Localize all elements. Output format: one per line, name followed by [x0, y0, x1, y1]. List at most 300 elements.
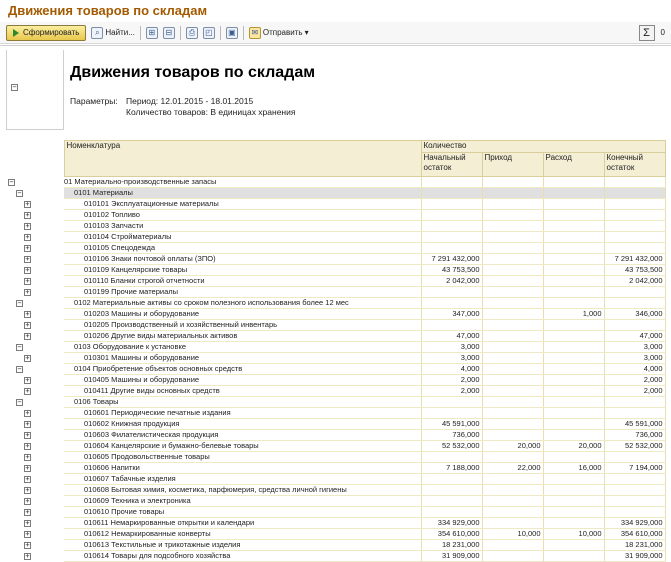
expand-row-toggle[interactable]: +	[25, 221, 30, 230]
row-end-cell: 3,000	[604, 342, 665, 353]
table-row[interactable]	[6, 177, 665, 188]
row-expense-cell	[543, 342, 604, 353]
expand-row-toggle[interactable]: +	[25, 518, 30, 527]
row-expense-cell	[543, 298, 604, 309]
column-header-start: Начальный остаток	[421, 153, 482, 177]
row-expense-cell	[543, 221, 604, 232]
window-title: Движения товаров по складам	[8, 3, 208, 18]
print-icon[interactable]: ⎙	[186, 27, 198, 39]
table-row[interactable]	[6, 397, 665, 408]
row-start-cell: 18 231,000	[421, 540, 482, 551]
row-name-cell: 010203 Машины и оборудование	[64, 309, 421, 320]
row-name-cell: 010604 Канцелярские и бумажно-белевые товары	[64, 441, 421, 452]
expand-row-toggle[interactable]: +	[25, 287, 30, 296]
row-toggle-cell	[6, 287, 64, 298]
row-toggle-cell	[6, 254, 64, 265]
params-label: Параметры:	[70, 96, 118, 106]
row-start-cell	[421, 507, 482, 518]
table-row[interactable]	[6, 232, 665, 243]
row-toggle-cell	[6, 474, 64, 485]
row-expense-cell	[543, 177, 604, 188]
row-start-cell: 2,000	[421, 375, 482, 386]
row-income-cell	[482, 540, 543, 551]
table-row[interactable]	[6, 408, 665, 419]
column-header-nomenclature: Номенклатура	[64, 141, 421, 177]
row-income-cell	[482, 221, 543, 232]
table-row[interactable]	[6, 496, 665, 507]
row-toggle-cell	[6, 408, 64, 419]
row-toggle-cell	[6, 551, 64, 562]
table-row[interactable]	[6, 254, 665, 265]
toolbar-separator	[180, 26, 181, 40]
row-expense-cell: 16,000	[543, 463, 604, 474]
row-expense-cell	[543, 320, 604, 331]
row-name-cell: 010205 Производственный и хозяйственный инвентарь	[64, 320, 421, 331]
expand-row-toggle[interactable]: +	[25, 276, 30, 285]
row-start-cell	[421, 474, 482, 485]
row-start-cell: 43 753,500	[421, 265, 482, 276]
row-income-cell	[482, 419, 543, 430]
row-toggle-cell	[6, 496, 64, 507]
row-toggle-cell	[6, 507, 64, 518]
row-income-cell: 20,000	[482, 441, 543, 452]
expand-row-toggle[interactable]: +	[25, 529, 30, 538]
row-start-cell: 736,000	[421, 430, 482, 441]
row-toggle-cell	[6, 397, 64, 408]
row-expense-cell: 1,000	[543, 309, 604, 320]
table-row[interactable]	[6, 452, 665, 463]
row-start-cell: 2 042,000	[421, 276, 482, 287]
table-row[interactable]	[6, 331, 665, 342]
table-row[interactable]	[6, 386, 665, 397]
row-name-cell: 010104 Стройматериалы	[64, 232, 421, 243]
table-row[interactable]	[6, 419, 665, 430]
row-name-cell: 010103 Запчасти	[64, 221, 421, 232]
row-toggle-cell	[6, 485, 64, 496]
row-toggle-cell	[6, 320, 64, 331]
expand-row-toggle[interactable]: +	[25, 210, 30, 219]
row-name-cell: 01 Материально-производственные запасы	[64, 177, 421, 188]
row-toggle-cell	[6, 331, 64, 342]
report-table	[6, 140, 666, 562]
row-name-cell: 010609 Техника и электроника	[64, 496, 421, 507]
row-end-cell	[604, 199, 665, 210]
row-end-cell: 736,000	[604, 430, 665, 441]
collapse-row-toggle[interactable]: −	[17, 342, 22, 351]
expand-row-toggle[interactable]: +	[25, 320, 30, 329]
row-income-cell	[482, 364, 543, 375]
table-row[interactable]	[6, 188, 665, 199]
collapse-groups-icon[interactable]: ⊟	[163, 27, 175, 39]
row-expense-cell	[543, 485, 604, 496]
row-end-cell: 346,000	[604, 309, 665, 320]
table-row[interactable]	[6, 441, 665, 452]
row-toggle-cell	[6, 518, 64, 529]
row-toggle-cell	[6, 177, 64, 188]
row-income-cell	[482, 199, 543, 210]
expand-row-toggle[interactable]: +	[25, 452, 30, 461]
expand-row-toggle[interactable]: +	[25, 254, 30, 263]
toolbar	[0, 22, 671, 44]
row-name-cell: 0103 Оборудование к установке	[64, 342, 421, 353]
row-toggle-cell	[6, 309, 64, 320]
row-start-cell: 52 532,000	[421, 441, 482, 452]
row-expense-cell	[543, 518, 604, 529]
table-row[interactable]	[6, 474, 665, 485]
table-row[interactable]	[6, 507, 665, 518]
sum-value: 0	[660, 28, 665, 37]
row-start-cell: 7 188,000	[421, 463, 482, 474]
row-income-cell	[482, 507, 543, 518]
row-toggle-cell	[6, 529, 64, 540]
expand-row-toggle[interactable]: +	[25, 463, 30, 472]
row-toggle-cell	[6, 419, 64, 430]
row-end-cell: 7 194,000	[604, 463, 665, 474]
row-income-cell	[482, 408, 543, 419]
expand-row-toggle[interactable]: +	[25, 309, 30, 318]
row-toggle-cell	[6, 276, 64, 287]
row-expense-cell	[543, 232, 604, 243]
row-name-cell: 0102 Материальные активы со сроком полезного использования более 12 мес	[64, 298, 421, 309]
row-name-cell: 010603 Филателистическая продукция	[64, 430, 421, 441]
generate-label: Сформировать	[23, 28, 80, 37]
row-start-cell: 3,000	[421, 353, 482, 364]
expand-row-toggle[interactable]: +	[25, 551, 30, 560]
row-start-cell	[421, 298, 482, 309]
collapse-row-toggle[interactable]: −	[17, 298, 22, 307]
row-start-cell	[421, 188, 482, 199]
row-expense-cell	[543, 331, 604, 342]
row-toggle-cell	[6, 386, 64, 397]
row-name-cell: 010614 Товары для подсобного хозяйства	[64, 551, 421, 562]
row-income-cell	[482, 287, 543, 298]
row-toggle-cell	[6, 188, 64, 199]
table-row[interactable]	[6, 298, 665, 309]
expand-row-toggle[interactable]: +	[25, 540, 30, 549]
row-expense-cell	[543, 199, 604, 210]
row-name-cell: 010411 Другие виды основных средств	[64, 386, 421, 397]
search-icon: ⌕	[91, 27, 103, 39]
row-expense-cell	[543, 540, 604, 551]
row-end-cell: 45 591,000	[604, 419, 665, 430]
expand-row-toggle[interactable]: +	[25, 331, 30, 340]
row-income-cell	[482, 210, 543, 221]
row-start-cell: 4,000	[421, 364, 482, 375]
row-name-cell: 010199 Прочие материалы	[64, 287, 421, 298]
sum-icon[interactable]: Σ	[639, 25, 655, 41]
report-area	[0, 45, 671, 561]
window-titlebar	[0, 0, 671, 22]
table-row[interactable]	[6, 463, 665, 474]
row-toggle-cell	[6, 441, 64, 452]
expand-row-toggle[interactable]: +	[25, 441, 30, 450]
row-toggle-cell	[6, 342, 64, 353]
row-name-cell: 010301 Машины и оборудование	[64, 353, 421, 364]
row-income-cell: 22,000	[482, 463, 543, 474]
row-start-cell: 45 591,000	[421, 419, 482, 430]
row-end-cell: 7 291 432,000	[604, 254, 665, 265]
save-icon[interactable]: ▣	[226, 27, 238, 39]
row-income-cell	[482, 276, 543, 287]
preview-icon[interactable]: ◰	[203, 27, 215, 39]
row-income-cell	[482, 243, 543, 254]
envelope-icon: ✉	[249, 27, 261, 39]
period-text: Период: 12.01.2015 - 18.01.2015	[126, 96, 254, 106]
table-row[interactable]	[6, 485, 665, 496]
find-button[interactable]	[91, 27, 135, 39]
collapse-header-toggle[interactable]: −	[12, 83, 17, 91]
row-name-cell: 0106 Товары	[64, 397, 421, 408]
row-income-cell	[482, 342, 543, 353]
table-header-row	[6, 141, 665, 153]
toolbar-right	[639, 25, 665, 41]
table-row[interactable]	[6, 375, 665, 386]
row-start-cell: 47,000	[421, 331, 482, 342]
table-row[interactable]	[6, 430, 665, 441]
expand-row-toggle[interactable]: +	[25, 386, 30, 395]
table-row[interactable]	[6, 540, 665, 551]
row-toggle-cell	[6, 265, 64, 276]
row-toggle-cell	[6, 364, 64, 375]
table-row[interactable]	[6, 529, 665, 540]
row-expense-cell: 20,000	[543, 441, 604, 452]
row-name-cell: 010105 Спецодежда	[64, 243, 421, 254]
row-start-cell	[421, 397, 482, 408]
table-row[interactable]	[6, 265, 665, 276]
expand-row-toggle[interactable]: +	[25, 265, 30, 274]
row-name-cell: 010206 Другие виды материальных активов	[64, 331, 421, 342]
column-header-income: Приход	[482, 153, 543, 177]
row-income-cell	[482, 254, 543, 265]
row-name-cell: 0101 Материалы	[64, 188, 421, 199]
row-end-cell	[604, 177, 665, 188]
row-start-cell	[421, 320, 482, 331]
row-end-cell	[604, 298, 665, 309]
table-row[interactable]	[6, 210, 665, 221]
row-end-cell: 354 610,000	[604, 529, 665, 540]
row-expense-cell: 10,000	[543, 529, 604, 540]
row-income-cell	[482, 452, 543, 463]
row-income-cell	[482, 386, 543, 397]
table-row[interactable]	[6, 221, 665, 232]
row-income-cell: 10,000	[482, 529, 543, 540]
toolbar-separator	[243, 26, 244, 40]
row-end-cell	[604, 474, 665, 485]
row-start-cell	[421, 287, 482, 298]
row-expense-cell	[543, 452, 604, 463]
table-row[interactable]	[6, 199, 665, 210]
row-name-cell: 010613 Текстильные и трикотажные изделия	[64, 540, 421, 551]
expand-row-toggle[interactable]: +	[25, 419, 30, 428]
row-expense-cell	[543, 551, 604, 562]
expand-row-toggle[interactable]: +	[25, 485, 30, 494]
row-end-cell	[604, 485, 665, 496]
row-income-cell	[482, 177, 543, 188]
row-end-cell	[604, 243, 665, 254]
row-expense-cell	[543, 265, 604, 276]
expand-row-toggle[interactable]: +	[25, 232, 30, 241]
report-title: Движения товаров по складам	[70, 64, 316, 81]
row-end-cell: 47,000	[604, 331, 665, 342]
row-name-cell: 010109 Канцелярские товары	[64, 265, 421, 276]
row-name-cell: 010106 Знаки почтовой оплаты (ЗПО)	[64, 254, 421, 265]
row-end-cell: 2,000	[604, 375, 665, 386]
row-toggle-cell	[6, 540, 64, 551]
row-income-cell	[482, 518, 543, 529]
toolbar-separator	[220, 26, 221, 40]
row-toggle-cell	[6, 430, 64, 441]
row-expense-cell	[543, 507, 604, 518]
row-end-cell: 31 909,000	[604, 551, 665, 562]
table-body	[6, 177, 665, 562]
row-income-cell	[482, 309, 543, 320]
column-header-end: Конечный остаток	[604, 153, 665, 177]
row-toggle-cell	[6, 232, 64, 243]
row-toggle-cell	[6, 243, 64, 254]
row-name-cell: 010607 Табачные изделия	[64, 474, 421, 485]
expand-row-toggle[interactable]: +	[25, 496, 30, 505]
expand-row-toggle[interactable]: +	[25, 353, 30, 362]
row-name-cell: 010612 Немаркированные конверты	[64, 529, 421, 540]
row-end-cell	[604, 320, 665, 331]
table-row[interactable]	[6, 243, 665, 254]
row-end-cell: 2,000	[604, 386, 665, 397]
row-name-cell: 010102 Топливо	[64, 210, 421, 221]
row-toggle-cell	[6, 199, 64, 210]
expand-row-toggle[interactable]: +	[25, 375, 30, 384]
send-label: Отправить	[262, 28, 303, 37]
row-end-cell	[604, 496, 665, 507]
row-expense-cell	[543, 210, 604, 221]
row-start-cell	[421, 243, 482, 254]
row-toggle-cell	[6, 298, 64, 309]
quantity-text: Количество товаров: В единицах хранения	[126, 107, 296, 117]
row-start-cell	[421, 452, 482, 463]
row-income-cell	[482, 320, 543, 331]
row-name-cell: 010611 Немаркированные открытки и календари	[64, 518, 421, 529]
table-row[interactable]	[6, 551, 665, 562]
expand-row-toggle[interactable]: +	[25, 430, 30, 439]
row-income-cell	[482, 485, 543, 496]
row-start-cell	[421, 199, 482, 210]
row-end-cell: 18 231,000	[604, 540, 665, 551]
row-end-cell	[604, 507, 665, 518]
table-row[interactable]	[6, 518, 665, 529]
expand-row-toggle[interactable]: +	[25, 243, 30, 252]
row-income-cell	[482, 331, 543, 342]
table-row[interactable]	[6, 342, 665, 353]
expand-row-toggle[interactable]: +	[25, 474, 30, 483]
row-name-cell: 010405 Машины и оборудование	[64, 375, 421, 386]
row-end-cell: 4,000	[604, 364, 665, 375]
row-expense-cell	[543, 375, 604, 386]
row-income-cell	[482, 188, 543, 199]
row-end-cell	[604, 452, 665, 463]
table-row[interactable]	[6, 364, 665, 375]
row-toggle-cell	[6, 210, 64, 221]
row-income-cell	[482, 551, 543, 562]
table-row[interactable]	[6, 276, 665, 287]
collapse-row-toggle[interactable]: −	[9, 177, 14, 186]
row-name-cell: 010601 Периодические печатные издания	[64, 408, 421, 419]
collapse-row-toggle[interactable]: −	[17, 397, 22, 406]
row-toggle-cell	[6, 221, 64, 232]
row-start-cell: 7 291 432,000	[421, 254, 482, 265]
row-end-cell: 334 929,000	[604, 518, 665, 529]
row-name-cell: 010602 Книжная продукция	[64, 419, 421, 430]
column-header-expense: Расход	[543, 153, 604, 177]
table-row[interactable]	[6, 353, 665, 364]
row-expense-cell	[543, 243, 604, 254]
row-end-cell	[604, 287, 665, 298]
row-start-cell	[421, 221, 482, 232]
row-expense-cell	[543, 364, 604, 375]
row-end-cell	[604, 221, 665, 232]
row-end-cell	[604, 397, 665, 408]
row-start-cell: 354 610,000	[421, 529, 482, 540]
row-expense-cell	[543, 287, 604, 298]
table-row[interactable]	[6, 320, 665, 331]
row-name-cell: 010101 Эксплуатационные материалы	[64, 199, 421, 210]
row-expense-cell	[543, 188, 604, 199]
generate-button[interactable]	[6, 25, 86, 41]
row-start-cell: 347,000	[421, 309, 482, 320]
row-expense-cell	[543, 430, 604, 441]
row-start-cell	[421, 496, 482, 507]
row-name-cell: 010608 Бытовая химия, косметика, парфюмерия, средства личной гигиены	[64, 485, 421, 496]
row-expense-cell	[543, 408, 604, 419]
play-icon	[13, 29, 19, 37]
row-toggle-cell	[6, 353, 64, 364]
row-start-cell: 31 909,000	[421, 551, 482, 562]
expand-row-toggle[interactable]: +	[25, 408, 30, 417]
row-start-cell: 3,000	[421, 342, 482, 353]
row-name-cell: 0104 Приобретение объектов основных средств	[64, 364, 421, 375]
row-start-cell: 2,000	[421, 386, 482, 397]
row-income-cell	[482, 232, 543, 243]
send-menu-button[interactable]	[249, 27, 309, 39]
row-toggle-cell	[6, 463, 64, 474]
row-end-cell	[604, 232, 665, 243]
table-row[interactable]	[6, 309, 665, 320]
row-name-cell: 010110 Бланки строгой отчетности	[64, 276, 421, 287]
row-income-cell	[482, 397, 543, 408]
row-end-cell: 52 532,000	[604, 441, 665, 452]
row-income-cell	[482, 353, 543, 364]
row-expense-cell	[543, 397, 604, 408]
column-header-quantity: Количество	[421, 141, 665, 153]
row-end-cell: 3,000	[604, 353, 665, 364]
toolbar-separator	[140, 26, 141, 40]
row-income-cell	[482, 496, 543, 507]
expand-row-toggle[interactable]: +	[25, 507, 30, 516]
row-income-cell	[482, 474, 543, 485]
report-params	[70, 96, 295, 118]
expand-row-toggle[interactable]: +	[25, 199, 30, 208]
row-name-cell: 010605 Продовольственные товары	[64, 452, 421, 463]
row-income-cell	[482, 375, 543, 386]
row-end-cell	[604, 408, 665, 419]
row-expense-cell	[543, 353, 604, 364]
row-end-cell	[604, 210, 665, 221]
collapse-row-toggle[interactable]: −	[17, 364, 22, 373]
collapse-row-toggle[interactable]: −	[17, 188, 22, 197]
row-income-cell	[482, 265, 543, 276]
row-expense-cell	[543, 386, 604, 397]
row-start-cell: 334 929,000	[421, 518, 482, 529]
expand-groups-icon[interactable]: ⊞	[146, 27, 158, 39]
table-row[interactable]	[6, 287, 665, 298]
